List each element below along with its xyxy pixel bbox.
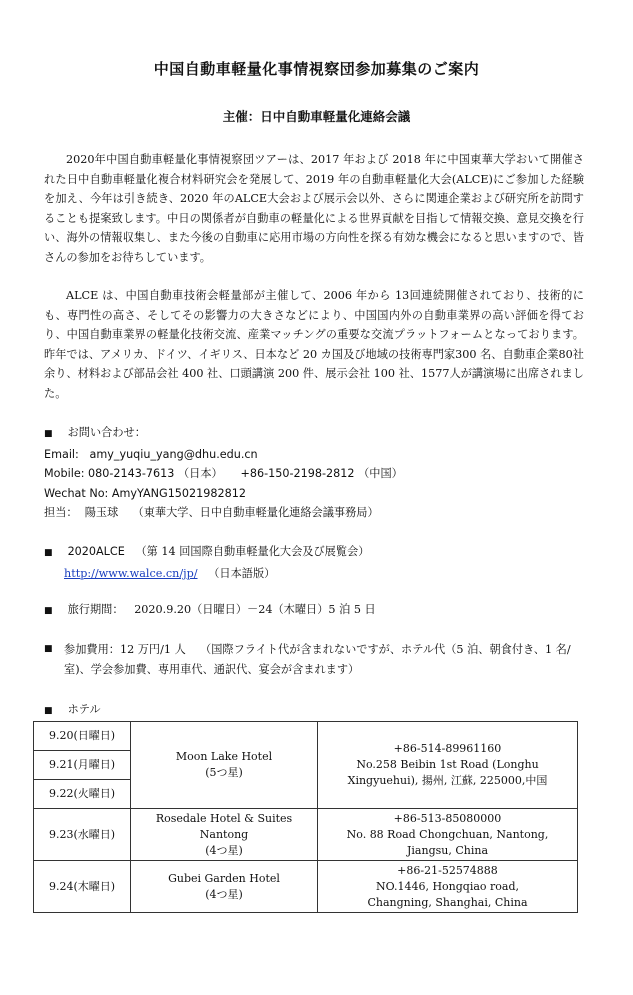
hotel-name-cell — [131, 809, 318, 861]
alce-description: （第 14 回国際自動車軽量化大会及び展覧会） — [135, 545, 370, 558]
hotel-heading: ホテル — [67, 703, 101, 716]
hotel-name: Moon Lake Hotel — [175, 750, 273, 763]
contact-section — [44, 423, 604, 523]
fee-label: 参加費用： — [64, 643, 120, 656]
hotel-address-cell — [318, 809, 578, 861]
hotel-address: NO.1446, Hongqiao road, Changning, Shanghai, China — [367, 879, 528, 909]
travel-period-section — [44, 600, 604, 622]
fee-section — [44, 640, 592, 679]
hotel-address: No.258 Beibin 1st Road (Longhu Xingyuehui), 揚州, 江蘇, 225000,中国 — [347, 758, 548, 787]
document-subtitle: 主催：日中自動車軽量化連絡会議 — [222, 109, 411, 124]
email-label: Email: — [44, 447, 79, 461]
date-cell: 9.21(月曜日) — [34, 751, 131, 780]
hotel-phone: +86-21-52574888 — [397, 863, 498, 877]
fee-note: （国際フライト代が含まれないですが、ホテル代（5 泊、朝食付き、1 名/室)、学会参加費、専用車代、通訳代、宴会が含まれます） — [64, 643, 571, 676]
square-bullet-icon: ■ — [44, 548, 53, 558]
square-bullet-icon: ■ — [44, 706, 53, 716]
square-bullet-icon: ■ — [44, 429, 53, 439]
hotel-name: Gubei Garden Hotel — [168, 871, 280, 885]
travel-period-label: 旅行期間： — [67, 603, 124, 616]
hotel-phone: +86-513-85080000 — [393, 811, 502, 825]
intro-paragraph — [44, 150, 584, 268]
mobile-japan-note: （日本） — [177, 467, 223, 480]
date-cell: 9.24(木曜日) — [34, 861, 131, 913]
hotel-stars: (5つ星) — [205, 766, 243, 779]
mobile-china-note: （中国） — [358, 467, 403, 480]
fee-value: 12 万円/1 人 — [119, 643, 186, 656]
table-row — [34, 722, 578, 751]
alce-paragraph-text: ALCE は、中国自動車技術会軽量部が主催して、2006 年から 13回連続開催されており、技術的にも、専門性の高さ、そしてその影響力の大きさなどにより、中国国内外の自動車業界の高い評価を得ており、中国自動車業界の軽量化技術交流、産業マッチングの重要な交流プラットフォームとなっております。昨年では、アメリカ、ドイツ、イギリス、日本など 20 カ国及び地域の技術専門家300 名、自動車企業80社余り、材料および部品会社 400 社、口頭講演 200 件、展示会社 100 社、1577人が講演場に出席されました。 — [44, 289, 584, 400]
mobile-china: +86-150-2198-2812 — [240, 467, 355, 480]
person-label: 担当： — [44, 506, 78, 519]
hotel-phone: +86-514-89961160 — [393, 742, 502, 755]
hotel-stars: (4つ星) — [205, 887, 243, 901]
intro-paragraph-text: 2020年中国自動車軽量化事情視察団ツアーは、2017 年および 2018 年に中国東華大学おいて開催された日中自動車軽量化複合材料研究会を発展して、2019 年の自動車軽量化大会(ALCE)にご参加した経験を加え、今年は引き続き、2020 年のALCE大会および展示会以外、さらに関連企業および研究所を訪問することも提案致します。中日の関係者が自動車の軽量化による世界貢献を目指して情報交換、意見交換を行い、海外の情報収集し、また今後の自動車に応用市場の方向性を探る有効な機会になると思いますので、皆さんの参加をお待ちしています。 — [44, 153, 584, 264]
fee-text — [64, 640, 592, 679]
square-bullet-icon: ■ — [44, 606, 53, 616]
alce-section — [44, 542, 604, 583]
alce-link-note: （日本語版） — [208, 566, 276, 580]
wechat-id: Wechat No: AmyYANG15021982812 — [44, 486, 246, 500]
hotel-address-cell — [318, 722, 578, 809]
table-row — [34, 861, 578, 913]
square-bullet-icon: ■ — [44, 644, 53, 654]
hotel-section-heading — [44, 700, 604, 722]
mobile-label: Mobile: — [44, 467, 85, 480]
hotel-name: Rosedale Hotel & Suites Nantong — [155, 811, 293, 841]
hotel-name-cell — [131, 722, 318, 809]
document-title: 中国自動車軽量化事情視察団参加募集のご案内 — [153, 60, 480, 78]
date-cell: 9.23(水曜日) — [34, 809, 131, 861]
table-row — [34, 809, 578, 861]
person-organization: （東華大学、日中自動車軽量化連絡会議事務局） — [132, 506, 379, 519]
alce-website-link[interactable]: http://www.walce.cn/jp/ — [64, 566, 198, 580]
date-cell: 9.22(火曜日) — [34, 780, 131, 809]
hotel-name-cell — [131, 861, 318, 913]
hotel-address-cell — [318, 861, 578, 913]
hotel-table — [33, 721, 578, 913]
email-address[interactable]: amy_yuqiu_yang@dhu.edu.cn — [89, 447, 258, 461]
hotel-address: No. 88 Road Chongchuan, Nantong, Jiangsu, China — [346, 827, 549, 857]
mobile-japan: 080-2143-7613 — [88, 467, 175, 480]
contact-heading: お問い合わせ： — [67, 426, 146, 439]
alce-name: 2020ALCE — [67, 545, 125, 558]
date-cell: 9.20(日曜日) — [34, 722, 131, 751]
travel-period-value: 2020.9.20（日曜日）－24（木曜日）5 泊 5 日 — [134, 603, 376, 616]
alce-paragraph — [44, 286, 584, 404]
hotel-stars: (4つ星) — [205, 843, 243, 857]
person-name: 陽玉球 — [84, 506, 119, 519]
